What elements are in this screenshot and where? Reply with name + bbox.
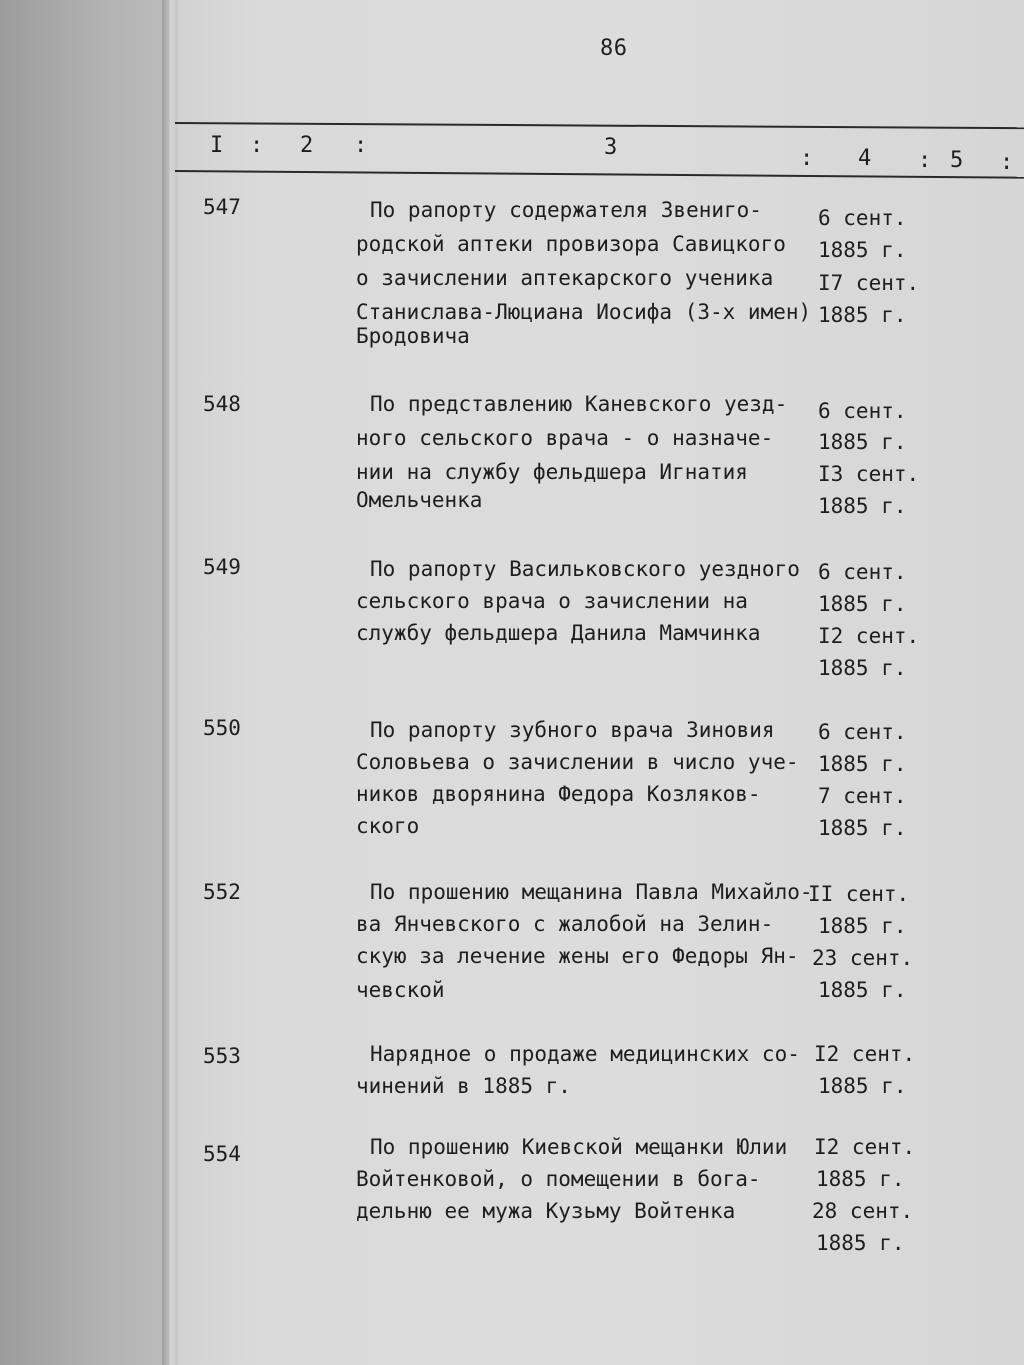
entry-text-line: чевской (356, 978, 445, 1002)
header-sep-5: : (1000, 150, 1014, 175)
entry-text-line: сельского врача о зачислении на (356, 589, 748, 613)
header-col-2: 2 (300, 133, 314, 158)
entry-number: 552 (203, 880, 241, 904)
entry-date: 1885 г. (818, 430, 907, 454)
entry-date: 1885 г. (818, 1074, 907, 1098)
entry-number: 553 (203, 1044, 241, 1068)
entry-date: 1885 г. (818, 914, 907, 938)
entry-date: 1885 г. (818, 592, 907, 616)
entry-date: 6 сент. (818, 399, 907, 423)
entry-date: 1885 г. (818, 752, 907, 776)
facing-page-edge (0, 0, 170, 1365)
header-sep-1: : (250, 133, 264, 158)
header-col-5: 5 (950, 148, 964, 173)
entry-date: 1885 г. (818, 978, 907, 1002)
entry-text-line: Станислава-Люциана Иосифа (3-х имен) (356, 300, 812, 324)
entry-number: 548 (203, 392, 241, 416)
page-number: 86 (600, 36, 628, 61)
entry-text-line: Омельченка (356, 488, 483, 512)
entry-number: 547 (203, 195, 241, 219)
entry-text-line: ва Янчевского с жалобой на Зелин- (356, 912, 774, 936)
entry-date: I7 сент. (818, 271, 920, 295)
header-bottom-rule (175, 170, 1024, 179)
entry-date: 1885 г. (816, 1231, 905, 1255)
entry-text-line: чинений в 1885 г. (356, 1074, 571, 1098)
book-gutter (162, 0, 178, 1365)
header-sep-3: : (800, 146, 814, 171)
header-col-3: 3 (604, 135, 618, 160)
header-sep-2: : (354, 133, 368, 158)
entry-text-line: По рапорту содержателя Звениго- (370, 198, 762, 222)
entry-date: 28 сент. (812, 1199, 914, 1223)
entry-date: 23 сент. (812, 946, 914, 970)
entry-text-line: о зачислении аптекарского ученика (356, 266, 774, 290)
entry-date: I2 сент. (814, 1042, 916, 1066)
entry-date: 1885 г. (818, 816, 907, 840)
entry-date: 7 сент. (818, 784, 907, 808)
entry-date: 1885 г. (816, 1167, 905, 1191)
header-sep-4: : (918, 148, 932, 173)
entry-date: 6 сент. (818, 206, 907, 230)
entry-date: I2 сент. (814, 1135, 916, 1159)
entry-text-line: службу фельдшера Данила Мамчинка (356, 621, 761, 645)
entry-text-line: По рапорту зубного врача Зиновия (370, 718, 775, 742)
entry-text-line: По прошению Киевской мещанки Юлии (370, 1135, 788, 1159)
entry-text-line: По представлению Каневского уезд- (370, 392, 788, 416)
entry-text-line: ников дворянина Федора Козляков- (356, 782, 761, 806)
entry-text-line: скую за лечение жены его Федоры Ян- (356, 944, 799, 968)
entry-date: 6 сент. (818, 720, 907, 744)
entry-date: I2 сент. (818, 624, 920, 648)
entry-text-line: Войтенковой, о помещении в бога- (356, 1167, 761, 1191)
entry-date: 1885 г. (818, 494, 907, 518)
entry-date: 1885 г. (818, 303, 907, 327)
entry-text-line: родской аптеки провизора Савицкого (356, 232, 786, 256)
header-col-4: 4 (858, 146, 872, 171)
entry-date: 1885 г. (818, 656, 907, 680)
entry-date: I3 сент. (818, 462, 920, 486)
entry-text-line: По рапорту Васильковского уездного (370, 557, 800, 581)
entry-text-line: нии на службу фельдшера Игнатия (356, 460, 748, 484)
entry-number: 549 (203, 555, 241, 579)
entry-text-line: Бродовича (356, 324, 470, 348)
header-top-rule (175, 122, 1024, 129)
entry-date: II сент. (808, 882, 910, 906)
entry-text-line: Нарядное о продаже медицинских со- (370, 1042, 800, 1066)
entry-text-line: Соловьева о зачислении в число уче- (356, 750, 799, 774)
entry-number: 550 (203, 716, 241, 740)
entry-text-line: дельню ее мужа Кузьму Войтенка (356, 1199, 736, 1223)
entry-text-line: По прошению мещанина Павла Михайло- (370, 880, 813, 904)
header-col-1: I (210, 133, 224, 158)
entry-date: 6 сент. (818, 560, 907, 584)
entry-number: 554 (203, 1142, 241, 1166)
entry-date: 1885 г. (818, 238, 907, 262)
entry-text-line: ного сельского врача - о назначе- (356, 426, 774, 450)
entry-text-line: ского (356, 814, 420, 838)
